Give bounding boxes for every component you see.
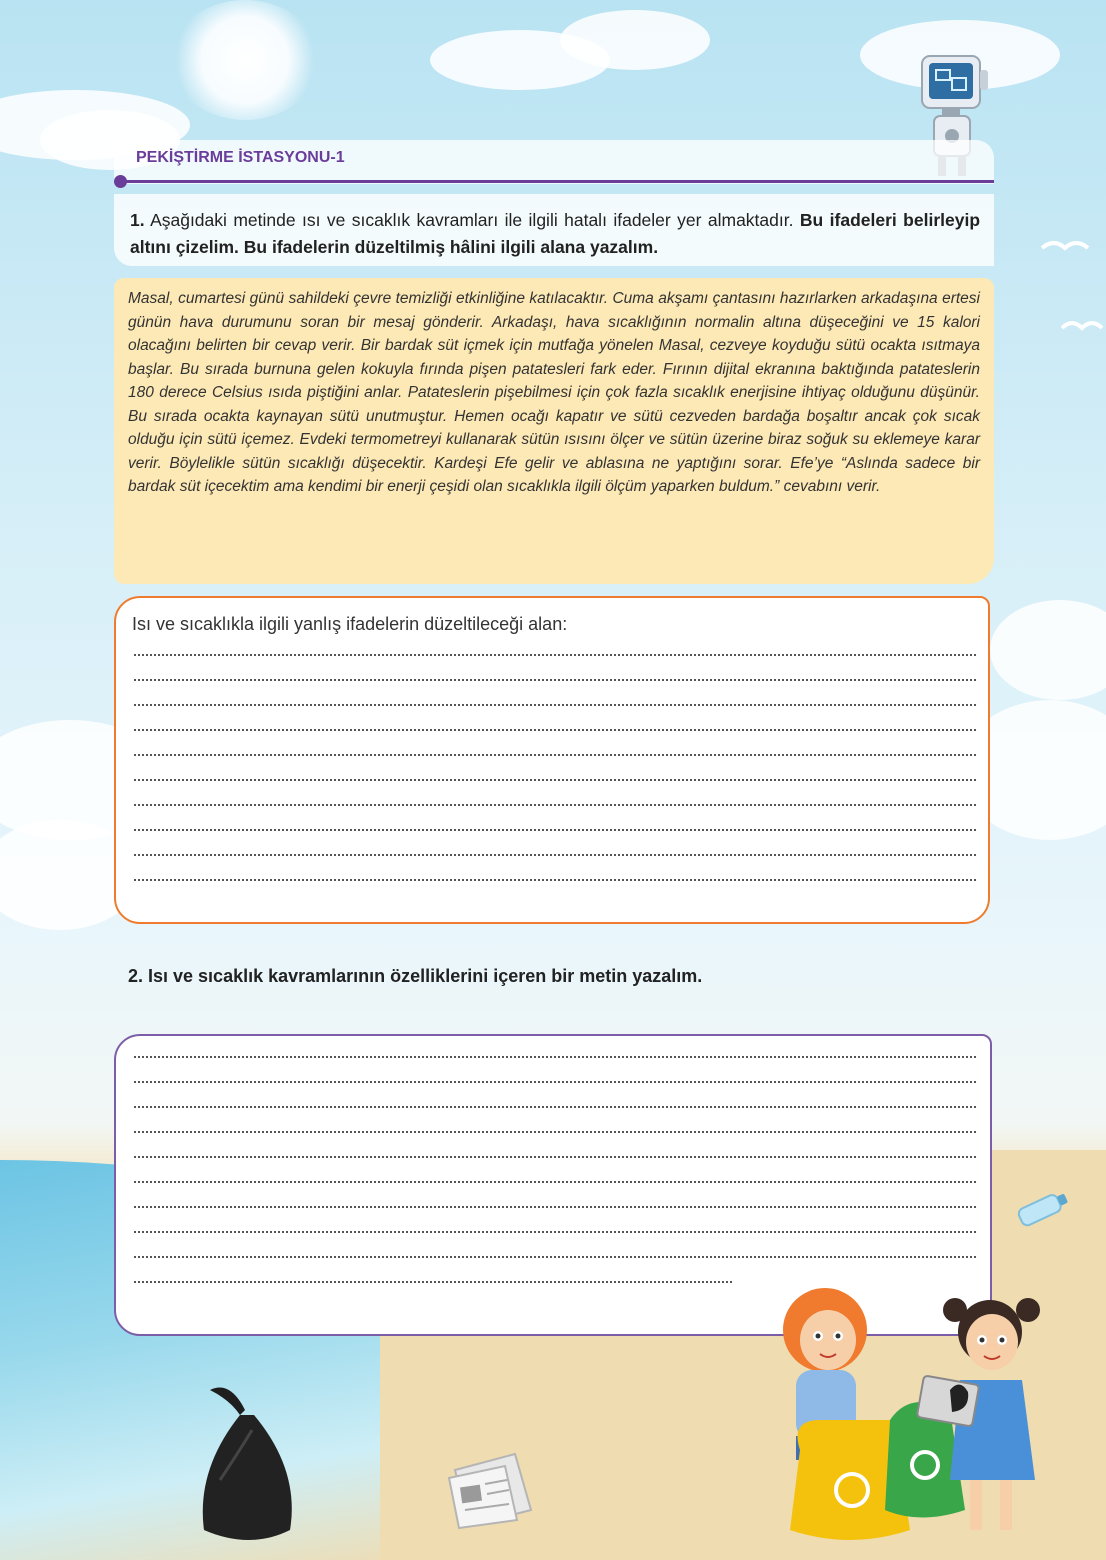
- answer-line[interactable]: [134, 854, 976, 856]
- section-header: [114, 140, 994, 184]
- answer-area-1[interactable]: [114, 596, 990, 924]
- section-title: PEKİŞTİRME İSTASYONU-1: [136, 149, 345, 166]
- answer-line[interactable]: [134, 1206, 976, 1208]
- answer-line[interactable]: [134, 829, 976, 831]
- question-1-box: [114, 194, 994, 266]
- answer-line[interactable]: [134, 754, 976, 756]
- answer-line[interactable]: [134, 1281, 732, 1283]
- answer-line[interactable]: [134, 1231, 976, 1233]
- question-1-text: [130, 207, 980, 261]
- trash-bag-icon: [190, 1380, 310, 1550]
- bird-icon: [1040, 236, 1090, 256]
- answer-line[interactable]: [134, 1156, 976, 1158]
- answer-line[interactable]: [134, 729, 976, 731]
- header-divider-dot: [114, 175, 127, 188]
- header-divider: [120, 180, 994, 183]
- answer-line[interactable]: [134, 1081, 976, 1083]
- answer-line[interactable]: [134, 654, 976, 656]
- answer-line[interactable]: [134, 779, 976, 781]
- children-recycling-illustration: [760, 1270, 1060, 1550]
- plastic-bottle-icon: [1012, 1188, 1072, 1228]
- question-1-task: Bu ifadeleri belirleyip altını çizelim. Bu ifadelerin düzeltilmiş hâlini ilgili alana yazalım.: [130, 210, 981, 257]
- newspaper-icon: [445, 1450, 535, 1530]
- answer-line[interactable]: [134, 1256, 976, 1258]
- bird-icon: [1060, 316, 1104, 336]
- answer-line[interactable]: [134, 679, 976, 681]
- answer-line[interactable]: [134, 1131, 976, 1133]
- question-2-text: 2. Isı ve sıcaklık kavramlarının özelliklerini içeren bir metin yazalım.: [128, 966, 703, 986]
- story-box: [114, 278, 994, 584]
- answer-line[interactable]: [134, 1056, 976, 1058]
- story-text: Masal, cumartesi günü sahildeki çevre temizliği etkinliğine katılacaktır. Cuma akşamı çantasını hazırlarken arkadaşına ertesi günün hava durumunu soran bir mesaj gönderir. Arkadaşı, hava sıcaklığının normalin altına düşeceğini ve 15 kalori olacağını belirten bir cevap verir. Bir bardak süt içmek için mutfağa yönelen Masal, cezveye koyduğu sütü ocakta ısıtmaya başlar. Bu sırada burnuna gelen kokuyla fırında pişen patatesleri fark eder. Fırının dijital ekranına baktığında patateslerin 180 derece Celsius ısıda piştiğini anlar. Patateslerin pişebilmesi için çok fazla sıcaklık enerjisine ihtiyaç olduğunu düşünür. Bu sırada ocakta kaynayan sütü unutmuştur. Hemen ocağı kapatır ve sütü cezveden bardağa boşaltır ancak çok sıcak olduğu için sütü içemez. Evdeki termometreyi kullanarak sütün ısısını ölçer ve sütün üzerine biraz soğuk su eklemeye karar verir. Böylelikle sütün sıcaklığı düşecektir. Kardeşi Efe gelir ve ablasına ne yaptığını sorar. Efe’ye “Aslında sadece bir bardak süt içecektim ama kendimi bir enerji çeşidi olan sıcaklıkla ilgili ölçüm yaparken buldum.” cevabını verir.: [128, 290, 980, 495]
- answer-line[interactable]: [134, 804, 976, 806]
- question-1-instruction: Aşağıdaki metinde ısı ve sıcaklık kavramları ile ilgili hatalı ifadeler yer almaktadır.: [150, 210, 794, 230]
- answer-line[interactable]: [134, 1181, 976, 1183]
- sun: [170, 0, 320, 120]
- answer-line[interactable]: [134, 879, 976, 881]
- answer-area-1-label: Isı ve sıcaklıkla ilgili yanlış ifadelerin düzeltileceği alan:: [132, 614, 568, 634]
- answer-line[interactable]: [134, 1106, 976, 1108]
- question-1-number: 1.: [130, 210, 145, 230]
- answer-line[interactable]: [134, 704, 976, 706]
